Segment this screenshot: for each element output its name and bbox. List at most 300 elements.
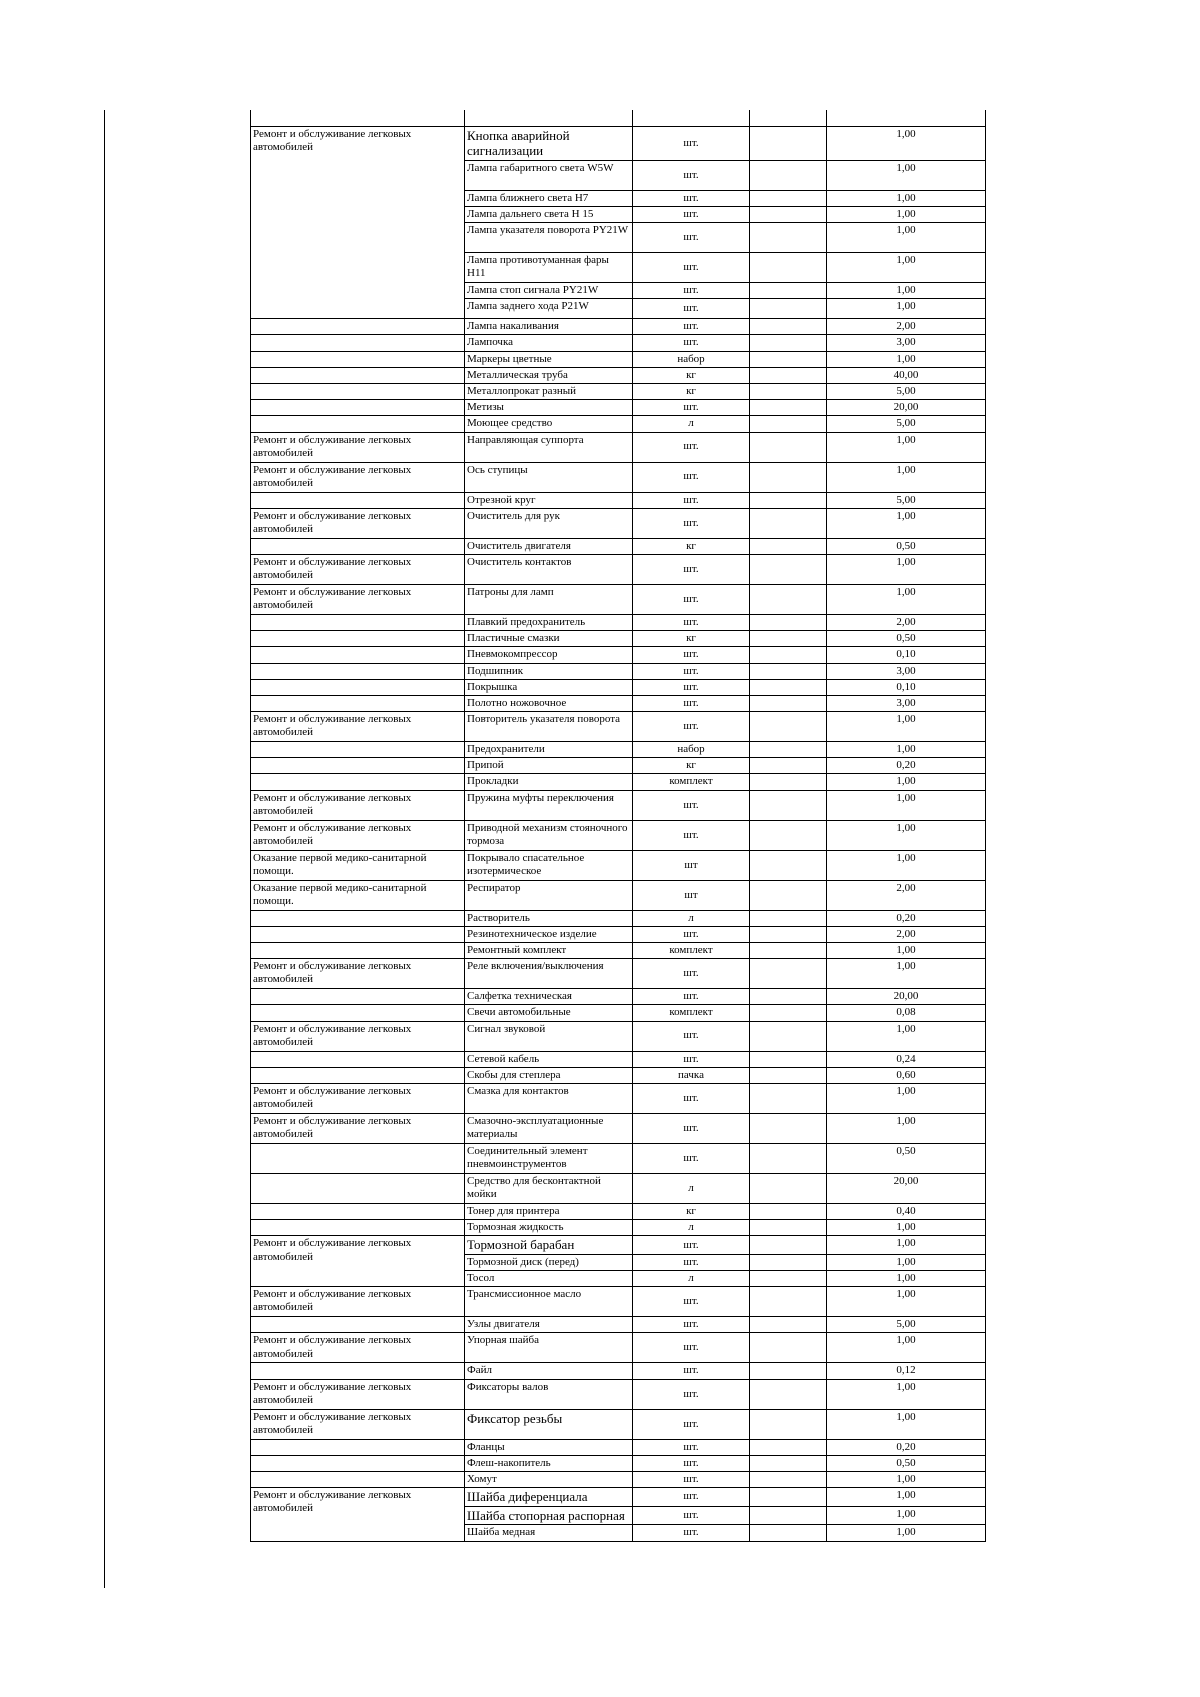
header-stub-cell — [827, 110, 986, 126]
empty-cell — [750, 1113, 827, 1143]
item-name-cell: Патроны для ламп — [465, 584, 633, 614]
quantity-cell: 3,00 — [827, 663, 986, 679]
item-name-cell: Лампа габаритного света W5W — [465, 160, 633, 190]
empty-cell — [750, 253, 827, 283]
quantity-cell: 1,00 — [827, 1287, 986, 1317]
empty-cell — [750, 959, 827, 989]
table-row — [251, 1379, 986, 1409]
item-name-cell: Покрышка — [465, 679, 633, 695]
empty-cell — [750, 614, 827, 630]
empty-cell — [750, 400, 827, 416]
empty-cell — [750, 712, 827, 742]
item-name-cell: Фиксаторы валов — [465, 1379, 633, 1409]
empty-cell — [750, 283, 827, 299]
service-cell: Ремонт и обслуживание легковых автомобилей — [251, 1488, 465, 1541]
item-name-cell: Скобы для степлера — [465, 1067, 633, 1083]
table-row — [251, 1236, 986, 1255]
table-row — [251, 400, 986, 416]
item-name-cell: Тормозной барабан — [465, 1236, 633, 1255]
service-cell — [251, 1143, 465, 1173]
unit-cell: шт. — [633, 1254, 750, 1270]
table-row — [251, 319, 986, 335]
quantity-cell: 1,00 — [827, 283, 986, 299]
header-stub-cell — [633, 110, 750, 126]
empty-cell — [750, 1021, 827, 1051]
service-cell — [251, 1455, 465, 1471]
unit-cell: шт. — [633, 1051, 750, 1067]
empty-cell — [750, 742, 827, 758]
unit-cell: шт. — [633, 283, 750, 299]
service-cell: Ремонт и обслуживание легковых автомобилей — [251, 462, 465, 492]
service-cell — [251, 538, 465, 554]
table-row — [251, 554, 986, 584]
left-margin-rule — [104, 110, 105, 1588]
unit-cell: шт. — [633, 492, 750, 508]
unit-cell: кг — [633, 384, 750, 400]
unit-cell: шт. — [633, 1083, 750, 1113]
item-name-cell: Фиксатор резьбы — [465, 1409, 633, 1439]
unit-cell: шт. — [633, 695, 750, 711]
item-name-cell: Тормозной диск (перед) — [465, 1254, 633, 1270]
quantity-cell: 1,00 — [827, 1525, 986, 1541]
service-cell: Ремонт и обслуживание легковых автомобилей — [251, 432, 465, 462]
table-row — [251, 943, 986, 959]
unit-cell: шт. — [633, 1363, 750, 1379]
empty-cell — [750, 367, 827, 383]
unit-cell: шт. — [633, 1506, 750, 1525]
empty-cell — [750, 462, 827, 492]
empty-cell — [750, 1525, 827, 1541]
empty-cell — [750, 1203, 827, 1219]
quantity-cell: 2,00 — [827, 319, 986, 335]
empty-cell — [750, 538, 827, 554]
quantity-cell: 0,12 — [827, 1363, 986, 1379]
service-cell: Ремонт и обслуживание легковых автомобилей — [251, 508, 465, 538]
quantity-cell: 1,00 — [827, 742, 986, 758]
table-row — [251, 647, 986, 663]
unit-cell: шт. — [633, 790, 750, 820]
service-cell: Ремонт и обслуживание легковых автомобилей — [251, 712, 465, 742]
service-cell — [251, 943, 465, 959]
quantity-cell: 1,00 — [827, 1220, 986, 1236]
table-row — [251, 384, 986, 400]
unit-cell: л — [633, 1271, 750, 1287]
quantity-cell: 5,00 — [827, 1317, 986, 1333]
service-cell: Ремонт и обслуживание легковых автомобилей — [251, 959, 465, 989]
service-cell — [251, 1472, 465, 1488]
table-row — [251, 1005, 986, 1021]
table-row — [251, 1113, 986, 1143]
item-name-cell: Пневмокомпрессор — [465, 647, 633, 663]
empty-cell — [750, 926, 827, 942]
item-name-cell: Металлическая труба — [465, 367, 633, 383]
table-header-stub-row — [251, 110, 986, 126]
unit-cell: кг — [633, 758, 750, 774]
service-cell: Ремонт и обслуживание легковых автомобилей — [251, 1333, 465, 1363]
empty-cell — [750, 1363, 827, 1379]
quantity-cell: 0,50 — [827, 631, 986, 647]
empty-cell — [750, 335, 827, 351]
service-cell: Ремонт и обслуживание легковых автомобилей — [251, 1083, 465, 1113]
quantity-cell: 1,00 — [827, 126, 986, 160]
service-cell — [251, 695, 465, 711]
table-row — [251, 910, 986, 926]
unit-cell: шт. — [633, 462, 750, 492]
item-name-cell: Хомут — [465, 1472, 633, 1488]
empty-cell — [750, 790, 827, 820]
empty-cell — [750, 126, 827, 160]
item-name-cell: Узлы двигателя — [465, 1317, 633, 1333]
table-row — [251, 774, 986, 790]
materials-table-body — [251, 110, 986, 1541]
service-cell — [251, 1363, 465, 1379]
service-cell: Оказание первой медико-санитарной помощи. — [251, 880, 465, 910]
service-cell — [251, 335, 465, 351]
quantity-cell: 1,00 — [827, 432, 986, 462]
service-cell — [251, 1317, 465, 1333]
item-name-cell: Очиститель контактов — [465, 554, 633, 584]
quantity-cell: 1,00 — [827, 820, 986, 850]
service-cell — [251, 614, 465, 630]
empty-cell — [750, 880, 827, 910]
quantity-cell: 1,00 — [827, 508, 986, 538]
service-cell: Ремонт и обслуживание легковых автомобилей — [251, 126, 465, 319]
service-cell — [251, 989, 465, 1005]
empty-cell — [750, 160, 827, 190]
quantity-cell: 0,60 — [827, 1067, 986, 1083]
item-name-cell: Направляющая суппорта — [465, 432, 633, 462]
unit-cell: набор — [633, 742, 750, 758]
item-name-cell: Смазка для контактов — [465, 1083, 633, 1113]
service-cell — [251, 319, 465, 335]
empty-cell — [750, 1488, 827, 1507]
service-cell: Ремонт и обслуживание легковых автомобилей — [251, 1287, 465, 1317]
quantity-cell: 1,00 — [827, 1333, 986, 1363]
quantity-cell: 20,00 — [827, 1173, 986, 1203]
unit-cell: кг — [633, 631, 750, 647]
quantity-cell: 1,00 — [827, 554, 986, 584]
quantity-cell: 0,40 — [827, 1203, 986, 1219]
item-name-cell: Пружина муфты переключения — [465, 790, 633, 820]
unit-cell: шт. — [633, 959, 750, 989]
quantity-cell: 1,00 — [827, 1254, 986, 1270]
service-cell: Ремонт и обслуживание легковых автомобилей — [251, 1409, 465, 1439]
table-row — [251, 1203, 986, 1219]
quantity-cell: 1,00 — [827, 462, 986, 492]
item-name-cell: Средство для бесконтактной мойки — [465, 1173, 633, 1203]
item-name-cell: Шайба стопорная распорная — [465, 1506, 633, 1525]
table-row — [251, 926, 986, 942]
table-row — [251, 880, 986, 910]
empty-cell — [750, 943, 827, 959]
header-stub-cell — [465, 110, 633, 126]
item-name-cell: Сигнал звуковой — [465, 1021, 633, 1051]
unit-cell: шт. — [633, 820, 750, 850]
service-cell: Ремонт и обслуживание легковых автомобилей — [251, 584, 465, 614]
unit-cell: шт. — [633, 1439, 750, 1455]
unit-cell: шт. — [633, 1333, 750, 1363]
item-name-cell: Припой — [465, 758, 633, 774]
quantity-cell: 2,00 — [827, 926, 986, 942]
item-name-cell: Трансмиссионное масло — [465, 1287, 633, 1317]
unit-cell: комплект — [633, 1005, 750, 1021]
item-name-cell: Лампа дальнего света H 15 — [465, 206, 633, 222]
empty-cell — [750, 1236, 827, 1255]
empty-cell — [750, 492, 827, 508]
quantity-cell: 1,00 — [827, 959, 986, 989]
item-name-cell: Соединительный элемент пневмоинструментов — [465, 1143, 633, 1173]
item-name-cell: Очиститель для рук — [465, 508, 633, 538]
quantity-cell: 1,00 — [827, 351, 986, 367]
service-cell — [251, 384, 465, 400]
unit-cell: шт. — [633, 253, 750, 283]
unit-cell: шт. — [633, 679, 750, 695]
item-name-cell: Шайба диференциала — [465, 1488, 633, 1507]
empty-cell — [750, 1005, 827, 1021]
table-row — [251, 584, 986, 614]
quantity-cell: 0,10 — [827, 647, 986, 663]
item-name-cell: Реле включения/выключения — [465, 959, 633, 989]
table-row — [251, 508, 986, 538]
empty-cell — [750, 432, 827, 462]
item-name-cell: Прокладки — [465, 774, 633, 790]
unit-cell: шт. — [633, 1021, 750, 1051]
quantity-cell: 20,00 — [827, 400, 986, 416]
service-cell — [251, 400, 465, 416]
quantity-cell: 20,00 — [827, 989, 986, 1005]
quantity-cell: 40,00 — [827, 367, 986, 383]
table-row — [251, 1067, 986, 1083]
quantity-cell: 1,00 — [827, 850, 986, 880]
unit-cell: шт. — [633, 299, 750, 319]
unit-cell: шт. — [633, 1409, 750, 1439]
item-name-cell: Предохранители — [465, 742, 633, 758]
service-cell — [251, 1173, 465, 1203]
service-cell: Ремонт и обслуживание легковых автомобилей — [251, 820, 465, 850]
empty-cell — [750, 1254, 827, 1270]
item-name-cell: Маркеры цветные — [465, 351, 633, 367]
item-name-cell: Лампа указателя поворота PY21W — [465, 223, 633, 253]
empty-cell — [750, 416, 827, 432]
unit-cell: шт. — [633, 712, 750, 742]
service-cell: Ремонт и обслуживание легковых автомобилей — [251, 1236, 465, 1287]
item-name-cell: Покрывало спасательное изотермическое — [465, 850, 633, 880]
service-cell — [251, 367, 465, 383]
table-row — [251, 989, 986, 1005]
empty-cell — [750, 647, 827, 663]
table-row — [251, 416, 986, 432]
quantity-cell: 1,00 — [827, 584, 986, 614]
empty-cell — [750, 989, 827, 1005]
quantity-cell: 1,00 — [827, 1236, 986, 1255]
quantity-cell: 0,20 — [827, 910, 986, 926]
unit-cell: комплект — [633, 943, 750, 959]
item-name-cell: Резинотехническое изделие — [465, 926, 633, 942]
quantity-cell: 1,00 — [827, 790, 986, 820]
item-name-cell: Флеш-накопитель — [465, 1455, 633, 1471]
empty-cell — [750, 1379, 827, 1409]
table-row — [251, 1409, 986, 1439]
table-row — [251, 1472, 986, 1488]
service-cell — [251, 416, 465, 432]
service-cell — [251, 758, 465, 774]
unit-cell: кг — [633, 367, 750, 383]
empty-cell — [750, 695, 827, 711]
unit-cell: шт. — [633, 319, 750, 335]
unit-cell: набор — [633, 351, 750, 367]
header-stub-cell — [251, 110, 465, 126]
unit-cell: шт. — [633, 614, 750, 630]
item-name-cell: Смазочно-эксплуатационные материалы — [465, 1113, 633, 1143]
item-name-cell: Плавкий предохранитель — [465, 614, 633, 630]
empty-cell — [750, 508, 827, 538]
service-cell — [251, 926, 465, 942]
item-name-cell: Ось ступицы — [465, 462, 633, 492]
quantity-cell: 5,00 — [827, 416, 986, 432]
table-row — [251, 432, 986, 462]
unit-cell: шт. — [633, 1379, 750, 1409]
item-name-cell: Приводной механизм стояночного тормоза — [465, 820, 633, 850]
empty-cell — [750, 1083, 827, 1113]
service-cell — [251, 647, 465, 663]
table-row — [251, 1021, 986, 1051]
quantity-cell: 1,00 — [827, 190, 986, 206]
item-name-cell: Лампа стоп сигнала PY21W — [465, 283, 633, 299]
empty-cell — [750, 663, 827, 679]
item-name-cell: Тосол — [465, 1271, 633, 1287]
item-name-cell: Подшипник — [465, 663, 633, 679]
table-row — [251, 538, 986, 554]
quantity-cell: 0,20 — [827, 758, 986, 774]
empty-cell — [750, 351, 827, 367]
table-row — [251, 614, 986, 630]
item-name-cell: Упорная шайба — [465, 1333, 633, 1363]
service-cell — [251, 492, 465, 508]
unit-cell: шт. — [633, 554, 750, 584]
unit-cell: шт. — [633, 400, 750, 416]
table-row — [251, 1317, 986, 1333]
service-cell — [251, 1005, 465, 1021]
service-cell: Ремонт и обслуживание легковых автомобилей — [251, 790, 465, 820]
quantity-cell: 1,00 — [827, 1021, 986, 1051]
quantity-cell: 1,00 — [827, 1379, 986, 1409]
table-row — [251, 758, 986, 774]
empty-cell — [750, 1271, 827, 1287]
item-name-cell: Лампа накаливания — [465, 319, 633, 335]
item-name-cell: Метизы — [465, 400, 633, 416]
empty-cell — [750, 1409, 827, 1439]
quantity-cell: 1,00 — [827, 1409, 986, 1439]
empty-cell — [750, 758, 827, 774]
quantity-cell: 1,00 — [827, 1488, 986, 1507]
empty-cell — [750, 1051, 827, 1067]
empty-cell — [750, 223, 827, 253]
unit-cell: л — [633, 1173, 750, 1203]
empty-cell — [750, 1067, 827, 1083]
empty-cell — [750, 190, 827, 206]
empty-cell — [750, 910, 827, 926]
item-name-cell: Повторитель указателя поворота — [465, 712, 633, 742]
quantity-cell: 0,10 — [827, 679, 986, 695]
service-cell — [251, 663, 465, 679]
quantity-cell: 1,00 — [827, 1506, 986, 1525]
item-name-cell: Лампа заднего хода P21W — [465, 299, 633, 319]
header-stub-cell — [750, 110, 827, 126]
quantity-cell: 1,00 — [827, 299, 986, 319]
unit-cell: шт. — [633, 1472, 750, 1488]
table-row — [251, 335, 986, 351]
quantity-cell: 1,00 — [827, 253, 986, 283]
table-row — [251, 1363, 986, 1379]
service-cell — [251, 742, 465, 758]
quantity-cell: 1,00 — [827, 1083, 986, 1113]
quantity-cell: 0,50 — [827, 1143, 986, 1173]
empty-cell — [750, 384, 827, 400]
item-name-cell: Фланцы — [465, 1439, 633, 1455]
table-row — [251, 959, 986, 989]
unit-cell: шт. — [633, 160, 750, 190]
empty-cell — [750, 1173, 827, 1203]
quantity-cell: 1,00 — [827, 206, 986, 222]
table-row — [251, 1083, 986, 1113]
table-row — [251, 790, 986, 820]
table-row — [251, 492, 986, 508]
empty-cell — [750, 554, 827, 584]
unit-cell: шт. — [633, 223, 750, 253]
unit-cell: кг — [633, 538, 750, 554]
table-row — [251, 126, 986, 160]
empty-cell — [750, 1472, 827, 1488]
quantity-cell: 0,08 — [827, 1005, 986, 1021]
item-name-cell: Тонер для принтера — [465, 1203, 633, 1219]
table-row — [251, 695, 986, 711]
unit-cell: кг — [633, 1203, 750, 1219]
empty-cell — [750, 1506, 827, 1525]
empty-cell — [750, 1287, 827, 1317]
service-cell — [251, 774, 465, 790]
service-cell — [251, 351, 465, 367]
table-row — [251, 1173, 986, 1203]
unit-cell: комплект — [633, 774, 750, 790]
table-row — [251, 712, 986, 742]
unit-cell: пачка — [633, 1067, 750, 1083]
table-row — [251, 631, 986, 647]
quantity-cell: 3,00 — [827, 695, 986, 711]
item-name-cell: Лампочка — [465, 335, 633, 351]
empty-cell — [750, 679, 827, 695]
quantity-cell: 1,00 — [827, 712, 986, 742]
service-cell — [251, 1203, 465, 1219]
item-name-cell: Респиратор — [465, 880, 633, 910]
unit-cell: шт. — [633, 584, 750, 614]
item-name-cell: Файл — [465, 1363, 633, 1379]
service-cell: Ремонт и обслуживание легковых автомобилей — [251, 1113, 465, 1143]
quantity-cell: 1,00 — [827, 160, 986, 190]
quantity-cell: 0,50 — [827, 538, 986, 554]
quantity-cell: 1,00 — [827, 1472, 986, 1488]
empty-cell — [750, 299, 827, 319]
item-name-cell: Тормозная жидкость — [465, 1220, 633, 1236]
table-row — [251, 1333, 986, 1363]
table-row — [251, 850, 986, 880]
service-cell — [251, 679, 465, 695]
unit-cell: шт — [633, 880, 750, 910]
service-cell — [251, 1067, 465, 1083]
quantity-cell: 0,24 — [827, 1051, 986, 1067]
empty-cell — [750, 584, 827, 614]
item-name-cell: Полотно ножовочное — [465, 695, 633, 711]
quantity-cell: 1,00 — [827, 943, 986, 959]
